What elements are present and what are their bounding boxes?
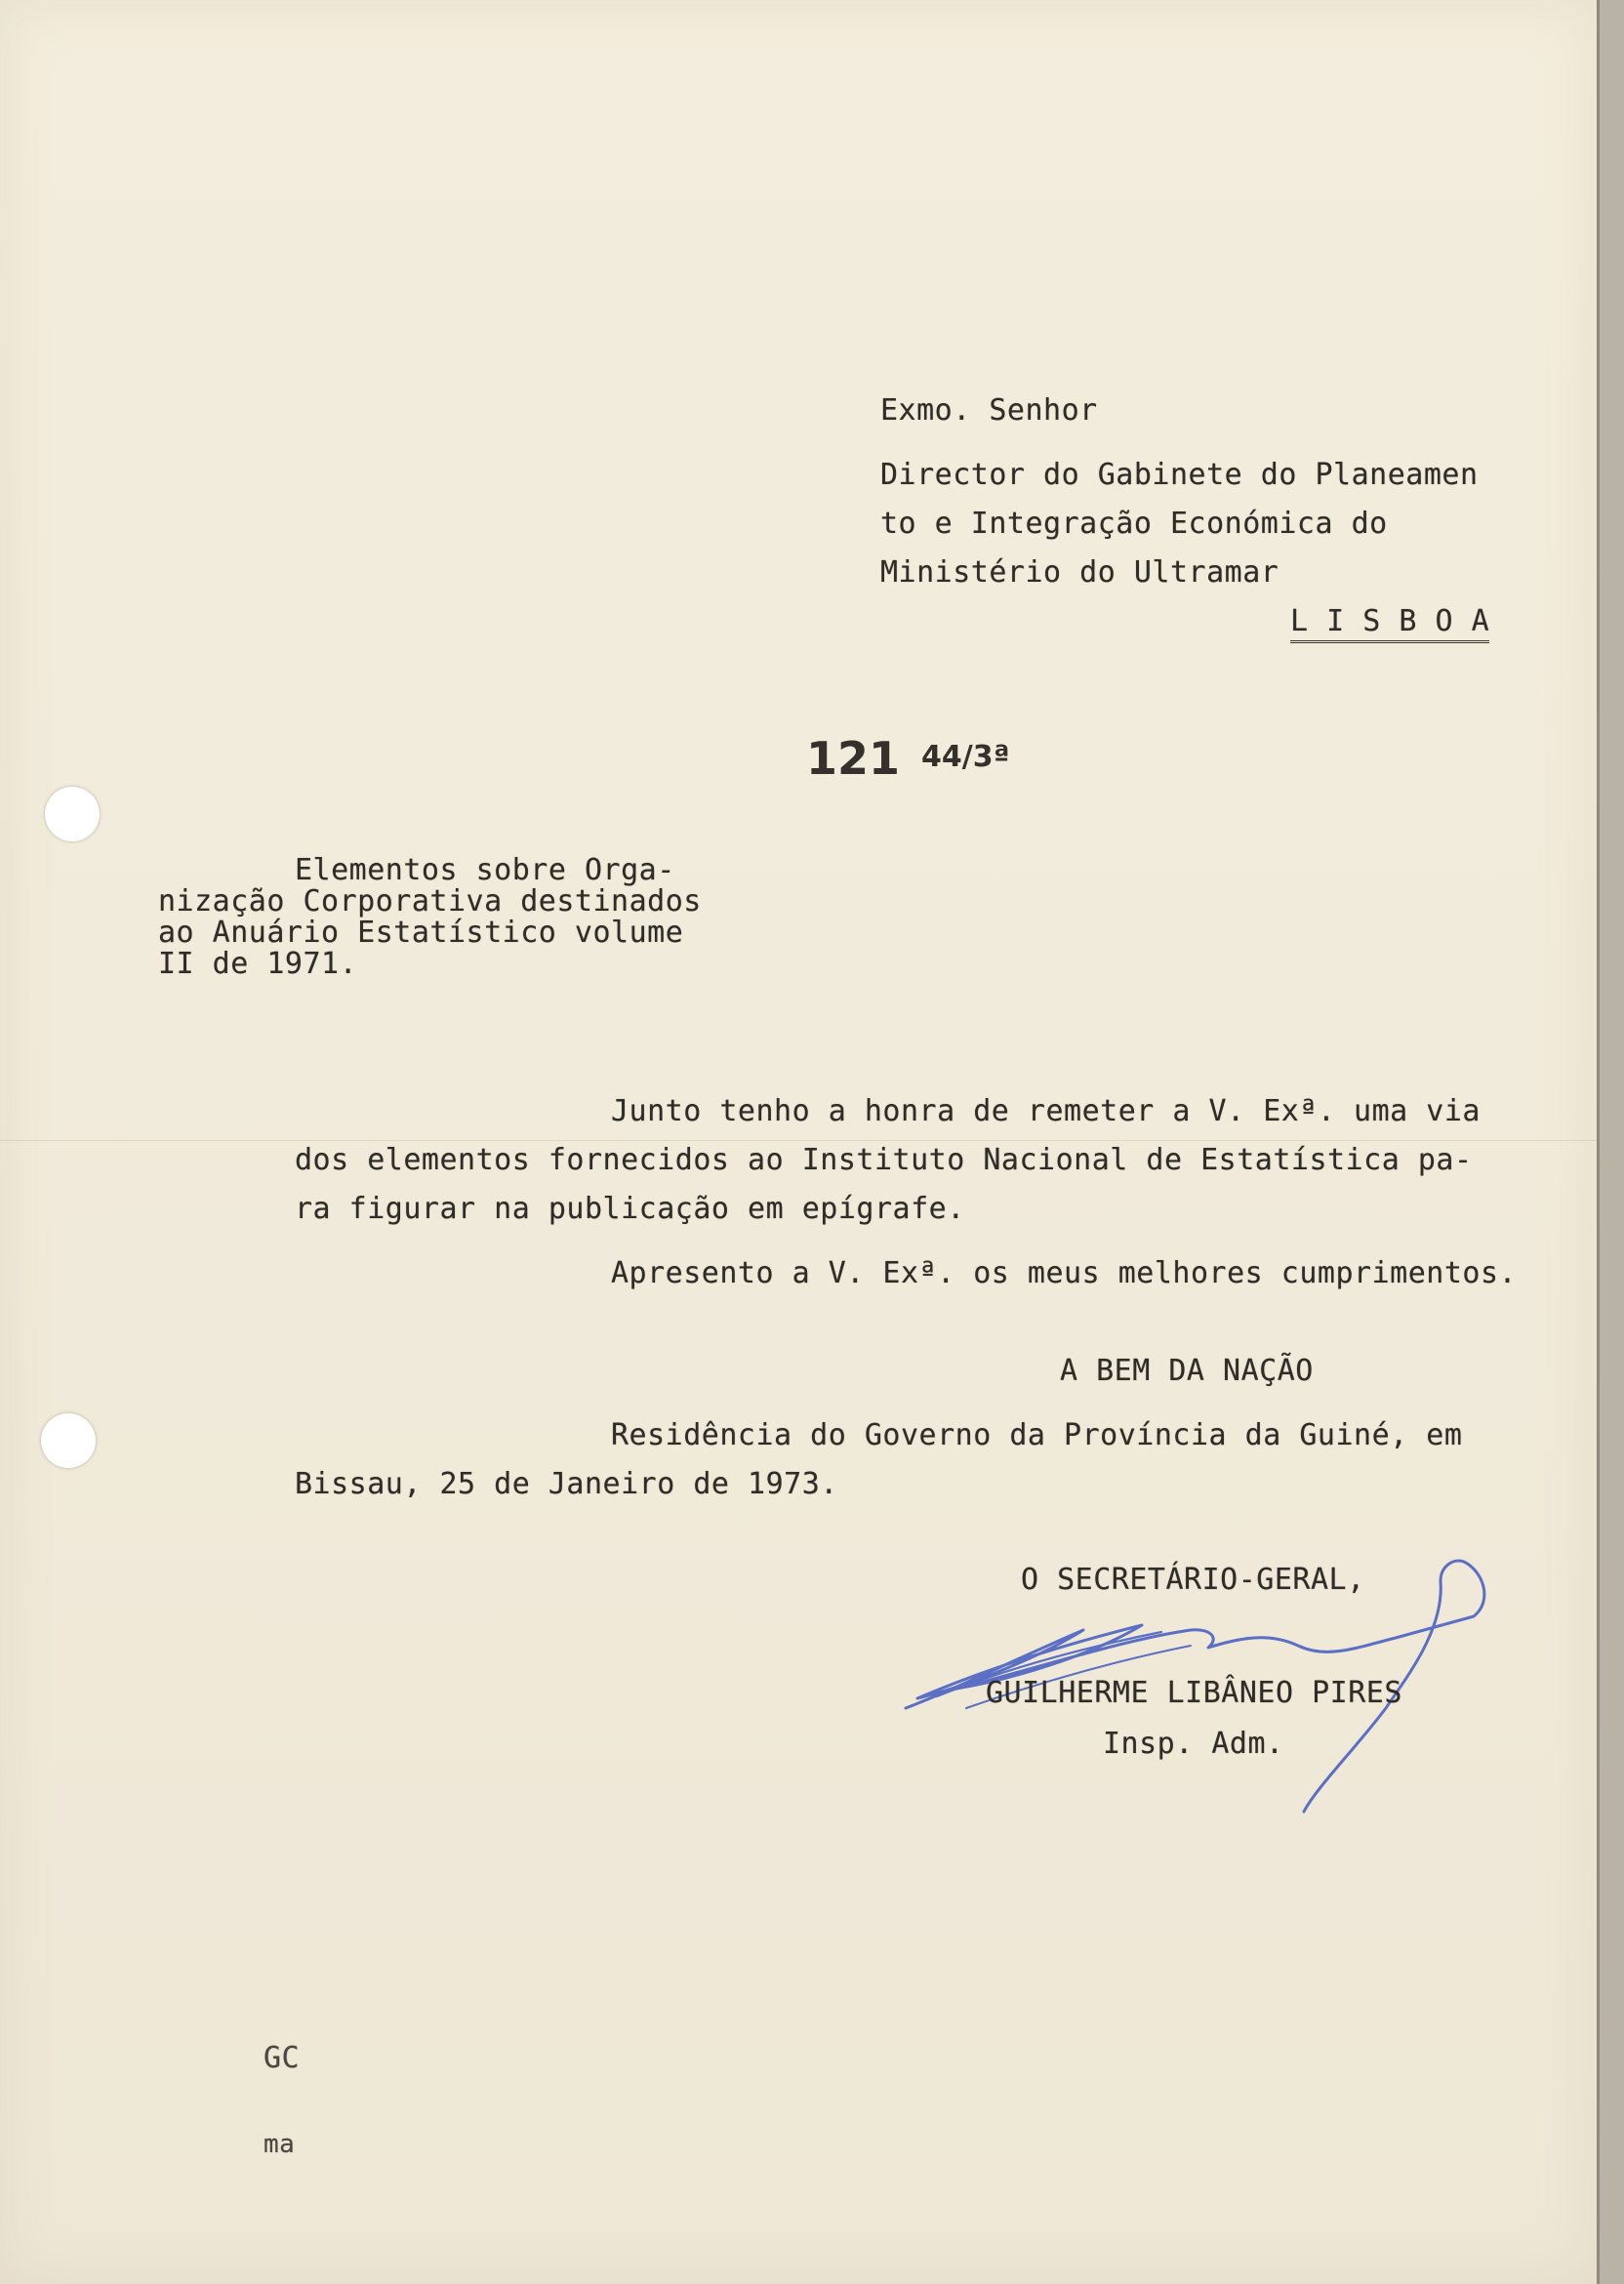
signatory-title: O SECRETÁRIO-GERAL, [1021,1563,1365,1597]
place-line-2: Bissau, 25 de Janeiro de 1973. [295,1467,838,1501]
initials-gc: GC [264,2041,301,2075]
reference-number: 121 [806,732,901,785]
destination-city: L I S B O A [1290,607,1489,643]
subject-line-3: ao Anuário Estatístico volume [158,916,684,950]
closing-line: Apresento a V. Exª. os meus melhores cumprimentos. [611,1256,1518,1290]
fold-line [0,1140,1597,1141]
body-line-1: Junto tenho a honra de remeter a V. Exª. uma via [611,1094,1481,1128]
body-line-3: ra figurar na publicação em epígrafe. [295,1192,965,1226]
recipient-line-3: Ministério do Ultramar [880,555,1279,590]
subject-line-4: II de 1971. [158,947,358,981]
salutation: Exmo. Senhor [880,393,1098,428]
subject-line-2: nização Corporativa destinados [158,884,702,918]
scan-edge [1597,0,1624,2284]
punch-hole-upper [45,787,100,841]
signatory-rank: Insp. Adm. [1103,1727,1284,1761]
handwritten-signature [898,1523,1503,1815]
recipient-line-1: Director do Gabinete do Planeamen [880,458,1479,492]
place-line-1: Residência do Governo da Província da Guiné, em [611,1418,1463,1452]
punch-hole-lower [41,1413,96,1468]
reference-code: 44/3ª [921,740,1010,774]
recipient-line-2: to e Integração Económica do [880,507,1388,541]
signatory-name: GUILHERME LIBÂNEO PIRES [986,1676,1402,1710]
motto: A BEM DA NAÇÃO [1060,1354,1314,1388]
body-line-2: dos elementos fornecidos ao Instituto Nacional de Estatística pa- [295,1143,1473,1177]
initials-ma: ma [264,2130,296,2159]
subject-line-1: Elementos sobre Orga- [295,853,675,887]
